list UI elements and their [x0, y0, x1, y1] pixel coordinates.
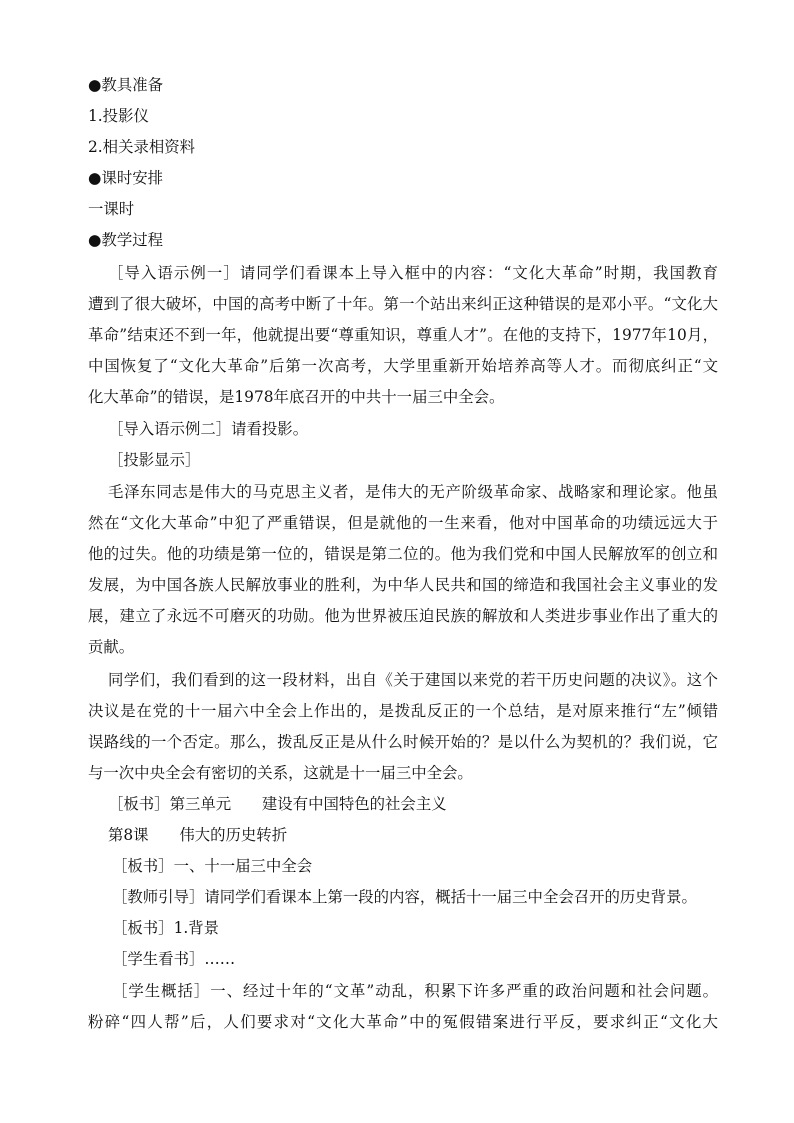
board-unit-title: ［板书］第三单元 建设有中国特色的社会主义: [108, 795, 447, 813]
teacher-guidance: ［教师引导］请同学们看课本上第一段的内容，概括十一届三中全会召开的历史背景。: [112, 888, 697, 906]
paragraph-line: ［学生概括］一、经过十年的“文革”动乱，积累下许多严重的政治问题和社会问题。: [112, 982, 718, 1000]
paragraph-line: 粉碎“四人帮”后，人们要求对“文化大革命”中的冤假错案进行平反，要求纠正“文化大: [88, 1013, 718, 1031]
heading-teaching-aids: ●教具准备: [88, 76, 163, 94]
paragraph-line: 误路线的一个否定。那么，拨乱反正是从什么时候开始的？是以什么为契机的？我们说，它: [88, 733, 718, 751]
paragraph-line: 中国恢复了“文化大革命”后第一次高考，大学里重新开始培养高等人才。而彻底纠正“文: [88, 357, 718, 375]
class-hours-text: 一课时: [88, 200, 135, 218]
paragraph-line: 贡献。: [88, 638, 135, 656]
paragraph-line: 他的过失。他的功绩是第一位的，错误是第二位的。他为我们党和中国人民解放军的创立和: [88, 545, 718, 563]
paragraph-line: 发展，为中国各族人民解放事业的胜利，为中华人民共和国的缔造和我国社会主义事业的发: [88, 576, 718, 594]
paragraph-line: 毛泽东同志是伟大的马克思主义者，是伟大的无产阶级革命家、战略家和理论家。他虽: [108, 483, 718, 501]
heading-class-schedule: ●课时安排: [88, 169, 163, 187]
lesson-title: 第8课 伟大的历史转折: [108, 826, 288, 844]
paragraph-line: 然在“文化大革命”中犯了严重错误，但是就他的一生来看，他对中国革命的功绩远远大于: [88, 514, 718, 532]
paragraph-line: 决议是在党的十一届六中全会上作出的，是拨乱反正的一个总结，是对原来推行“左”倾错: [88, 702, 718, 720]
heading-teaching-process: ●教学过程: [88, 231, 163, 249]
paragraph-line: 遭到了很大破坏，中国的高考中断了十年。第一个站出来纠正这种错误的是邓小平。“文化大: [88, 295, 718, 313]
paragraph-line: 革命”结束还不到一年，他就提出要“尊重知识，尊重人才”。在他的支持下，1977年10月，: [88, 326, 718, 344]
paragraph-line: 同学们，我们看到的这一段材料，出自《关于建国以来党的若干历史问题的决议》。这个: [108, 671, 718, 689]
board-background: ［板书］1.背景: [112, 919, 220, 937]
intro-example-two: ［导入语示例二］请看投影。: [108, 420, 309, 438]
board-section-one: ［板书］一、十一届三中全会: [112, 857, 313, 875]
list-item-projector: 1.投影仪: [88, 107, 149, 125]
paragraph-line: 化大革命”的错误，是1978年底召开的中共十一届三中全会。: [88, 388, 505, 406]
paragraph-line: ［导入语示例一］请同学们看课本上导入框中的内容：“文化大革命”时期，我国教育: [108, 264, 718, 282]
students-reading: ［学生看书］……: [112, 950, 236, 968]
paragraph-line: 与一次中央全会有密切的关系，这就是十一届三中全会。: [88, 764, 473, 782]
paragraph-line: 展，建立了永远不可磨灭的功勋。他为世界被压迫民族的解放和人类进步事业作出了重大的: [88, 607, 718, 625]
list-item-video-materials: 2.相关录相资料: [88, 138, 196, 156]
projection-display-label: ［投影显示］: [108, 451, 201, 469]
